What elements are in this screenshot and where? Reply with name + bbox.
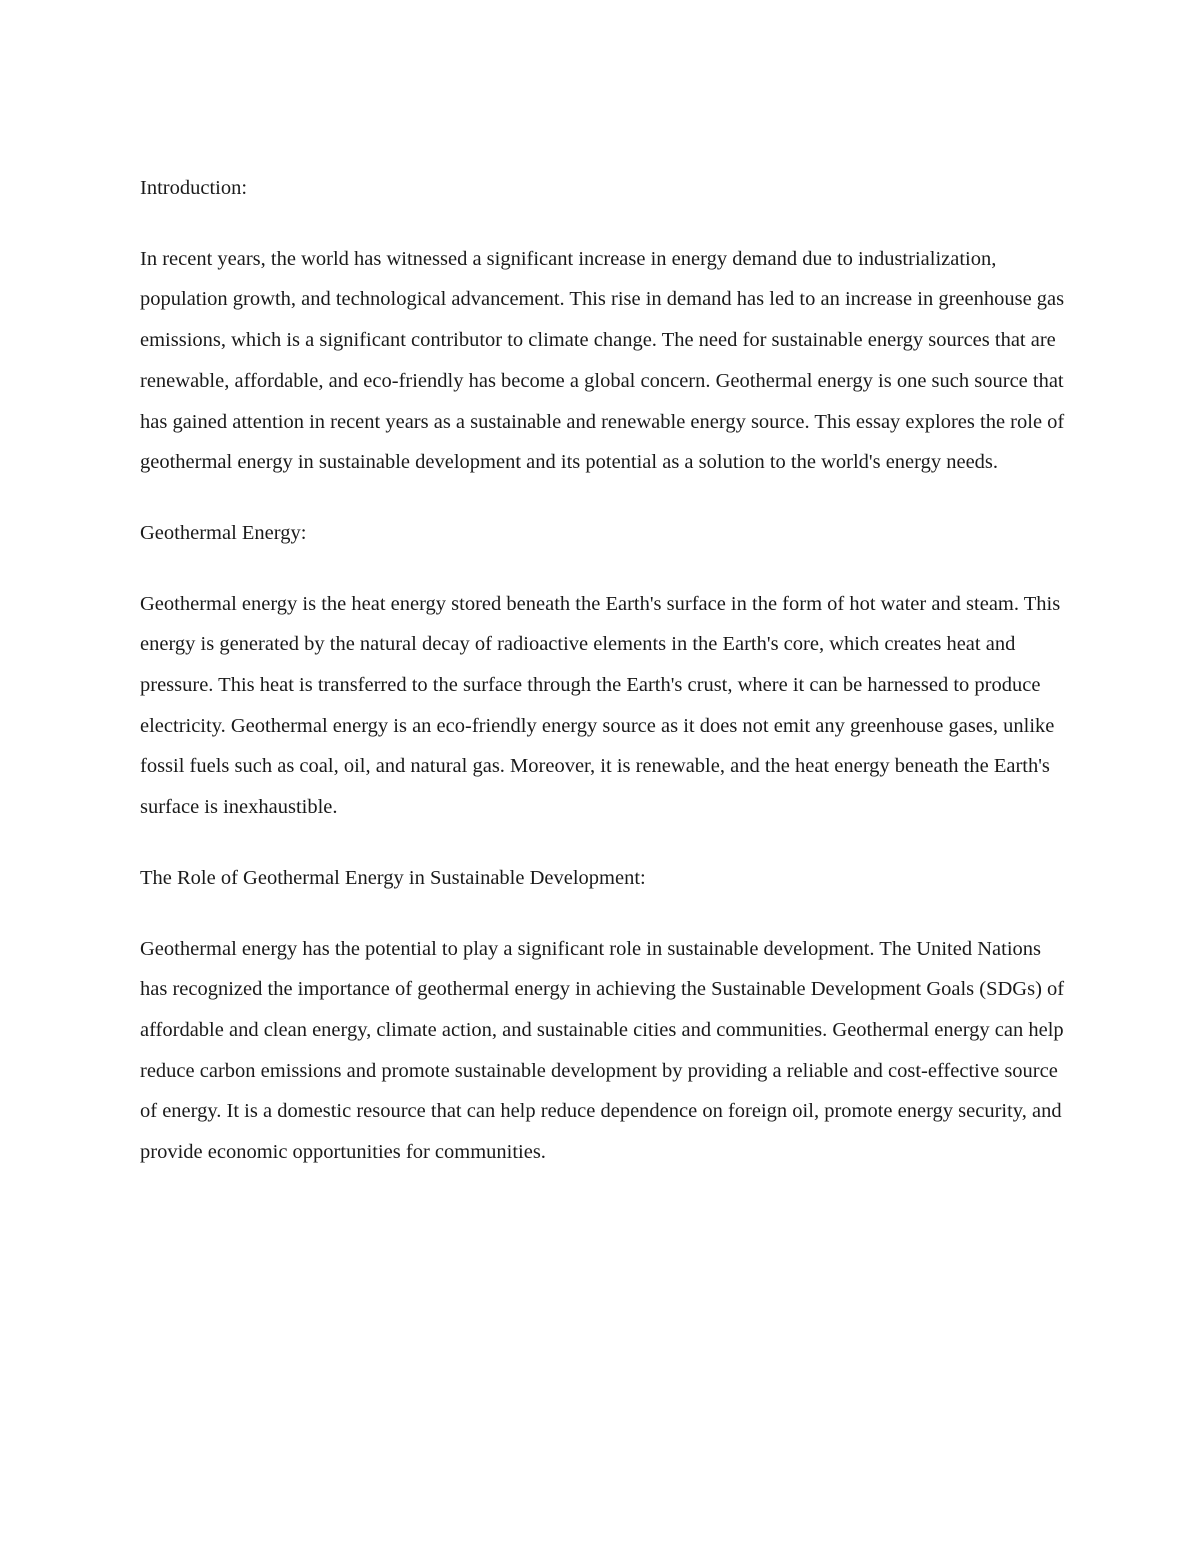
document-body xyxy=(140,168,1065,1203)
section-heading-geothermal-energy: Geothermal Energy: xyxy=(140,521,307,544)
section-heading-introduction: Introduction: xyxy=(140,177,248,199)
section-paragraph-introduction: In recent years, the world has witnessed a significant increase in energy demand due to industrialization, population growth, and technological advancement. This rise in demand has led to an increase in greenhouse gas emissions, which is a significant contributor to climate change. The need for sustainable energy sources that are renewable, affordable, and eco-friendly has become a global concern. Geothermal energy is one such source that has gained attention in recent years as a sustainable and renewable energy source. This essay explores the role of geothermal energy in sustainable development and its potential as a solution to the world's energy needs. xyxy=(140,247,1065,474)
section-paragraph-role-in-sustainable-development: Geothermal energy has the potential to play a significant role in sustainable development. The United Nations has recognized the importance of geothermal energy in achieving the Sustainable Development Goals (SDGs) of affordable and clean energy, climate action, and sustainable cities and communities. Geothermal energy can help reduce carbon emissions and promote sustainable development by providing a reliable and cost-effective source of energy. It is a domestic resource that can help reduce dependence on foreign oil, promote energy security, and provide economic opportunities for communities. xyxy=(140,937,1065,1164)
section-paragraph-geothermal-energy: Geothermal energy is the heat energy stored beneath the Earth's surface in the form of hot water and steam. This energy is generated by the natural decay of radioactive elements in the Earth's core, which creates heat and pressure. This heat is transferred to the surface through the Earth's crust, where it can be harnessed to produce electricity. Geothermal energy is an eco-friendly energy source as it does not emit any greenhouse gases, unlike fossil fuels such as coal, oil, and natural gas. Moreover, it is renewable, and the heat energy beneath the Earth's surface is inexhaustible. xyxy=(140,592,1061,819)
section-heading-role-in-sustainable-development: The Role of Geothermal Energy in Sustainable Development: xyxy=(140,866,646,889)
